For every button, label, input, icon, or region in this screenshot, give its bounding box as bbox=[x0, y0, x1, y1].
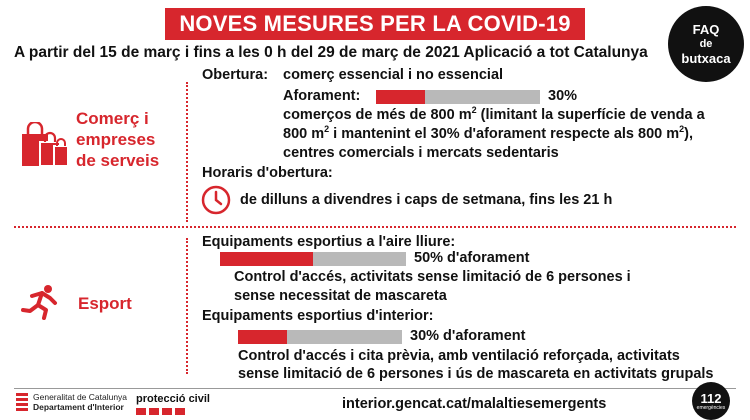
runner-icon bbox=[20, 284, 62, 320]
commerce-capacity-bar bbox=[376, 90, 540, 104]
opening-value: comerç essencial i no essencial bbox=[283, 67, 504, 83]
gencat-stripes-icon bbox=[16, 393, 28, 411]
civil-protection-stripes-icon bbox=[136, 408, 210, 415]
outdoor-capacity-fill bbox=[220, 252, 313, 266]
page-subtitle: A partir del 15 de març i fins a les 0 h del 29 de març de 2021 Aplicació a tot Catalunya bbox=[14, 44, 648, 61]
outdoor-line2: sense necessitat de mascareta bbox=[234, 288, 447, 304]
indoor-title: Equipaments esportius d'interior: bbox=[202, 308, 434, 324]
outdoor-title: Equipaments esportius a l'aire lliure: bbox=[202, 234, 456, 250]
gencat-line2: Departament d'Interior bbox=[33, 402, 124, 412]
capacity-label: Aforament: bbox=[283, 88, 361, 104]
gencat-line1: Generalitat de Catalunya bbox=[33, 392, 128, 402]
indoor-capacity-bar bbox=[238, 330, 402, 344]
shopping-bags-icon bbox=[20, 122, 70, 168]
sport-divider bbox=[186, 238, 188, 374]
rule-line1-a: comerços de més de 800 m bbox=[283, 107, 472, 123]
rule-line1-sup: 2 bbox=[471, 105, 477, 116]
emergency-112-badge bbox=[692, 382, 730, 420]
rule-line2-c: ), bbox=[684, 126, 693, 142]
commerce-label-line2: empreses bbox=[76, 130, 156, 149]
faq-badge-line3: butxaca bbox=[681, 50, 731, 66]
commerce-rule-line2 bbox=[283, 125, 693, 144]
footer-url-link[interactable]: interior.gencat.cat/malaltiesemergents bbox=[342, 396, 607, 412]
outdoor-capacity-bar bbox=[220, 252, 406, 266]
commerce-rule-line3: centres comercials i mercats sedentaris bbox=[283, 145, 559, 161]
clock-icon bbox=[200, 184, 232, 216]
rule-line2-b: i mantenint el 30% d'aforament respecte als 800 m bbox=[329, 126, 680, 142]
civil-protection-text: protecció civil bbox=[136, 393, 210, 405]
outdoor-capacity: 50% d'aforament bbox=[414, 250, 530, 266]
indoor-capacity: 30% d'aforament bbox=[410, 328, 526, 344]
civil-protection-logo bbox=[136, 393, 210, 415]
hours-value: de dilluns a divendres i caps de setmana, fins les 21 h bbox=[240, 192, 613, 208]
footer-divider bbox=[14, 388, 736, 389]
commerce-capacity-fill bbox=[376, 90, 425, 104]
rule-line2-a: 800 m bbox=[283, 126, 325, 142]
capacity-value: 30% bbox=[548, 88, 578, 104]
section-separator bbox=[14, 226, 736, 228]
opening-label: Obertura: bbox=[202, 67, 269, 83]
rule-line2-sup2: 2 bbox=[679, 124, 685, 135]
commerce-label-line1: Comerç i bbox=[76, 109, 149, 128]
indoor-capacity-fill bbox=[238, 330, 287, 344]
hours-label: Horaris d'obertura: bbox=[202, 165, 333, 181]
rule-line1-b: (limitant la superfície de venda a bbox=[476, 107, 705, 123]
commerce-section-label bbox=[76, 108, 159, 171]
commerce-divider bbox=[186, 82, 188, 222]
commerce-label-line3: de serveis bbox=[76, 151, 160, 170]
faq-badge bbox=[668, 6, 744, 82]
gencat-logo bbox=[16, 392, 127, 412]
faq-badge-line1: FAQ bbox=[692, 21, 720, 37]
indoor-line1: Control d'accés i cita prèvia, amb ventilació reforçada, activitats bbox=[238, 348, 680, 364]
commerce-rule-line1 bbox=[283, 106, 705, 125]
rule-line2-sup: 2 bbox=[324, 124, 330, 135]
indoor-line2: sense limitació de 6 persones i ús de mascareta en activitats grupals bbox=[238, 366, 714, 382]
sport-section-label: Esport bbox=[78, 294, 132, 313]
emergency-number: 112 bbox=[700, 390, 722, 406]
faq-badge-line2: de bbox=[699, 37, 713, 50]
page-title: NOVES MESURES PER LA COVID-19 bbox=[165, 8, 585, 40]
outdoor-line1: Control d'accés, activitats sense limitació de 6 persones i bbox=[234, 269, 631, 285]
emergency-sub: emergències bbox=[696, 404, 726, 411]
